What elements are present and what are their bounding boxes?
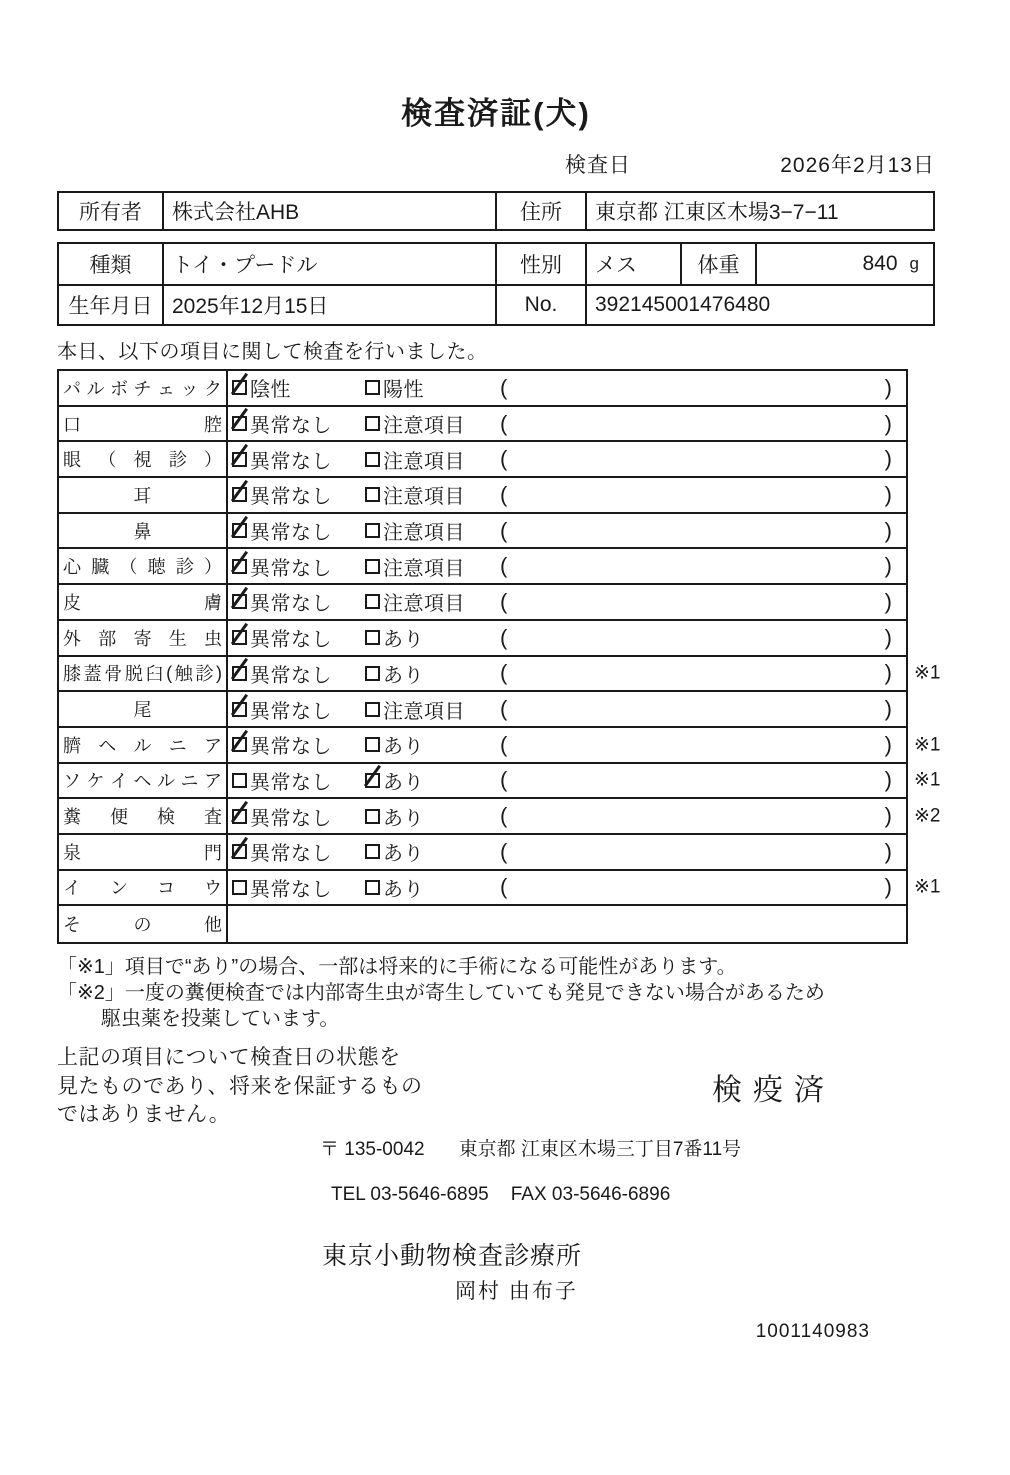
fax-number: FAX 03-5646-6896: [510, 1183, 671, 1205]
checkbox-option-label: あり: [383, 878, 424, 901]
checkbox-option-label: あり: [383, 843, 424, 866]
checklist-row: [59, 871, 941, 907]
clinic-address-row: [57, 1134, 935, 1161]
checkbox-option-label: 異常なし: [250, 736, 332, 759]
checkbox-unchecked-icon: [365, 452, 380, 467]
number-value: 392145001476480: [585, 286, 933, 324]
checklist-row: [59, 835, 906, 871]
breed-label: 種類: [89, 254, 132, 277]
checkbox-option-label: あり: [383, 807, 424, 830]
remarks-paren-open: (: [500, 803, 508, 829]
intro-text: 本日、以下の項目に関して検査を行いました。: [57, 341, 488, 363]
checkbox-checked-icon: [232, 594, 247, 609]
remarks-paren-open: (: [500, 767, 508, 793]
checkbox-unchecked-icon: [232, 880, 247, 895]
checklist-row: [59, 585, 906, 621]
checkbox-checked-icon: [232, 737, 247, 752]
checklist-row: [59, 621, 906, 657]
remarks-paren-close: ): [884, 446, 892, 472]
remarks-paren-open: (: [500, 374, 508, 400]
checklist-row: [59, 906, 906, 942]
check-mark-icon: [231, 444, 248, 466]
footnotes: [57, 954, 935, 1032]
owner-label: 所有者: [79, 201, 142, 224]
remarks-paren-open: (: [500, 588, 508, 614]
checkbox-option-label: 注意項目: [383, 486, 465, 509]
checkbox-unchecked-icon: [365, 487, 380, 502]
check-mark-icon: [231, 837, 248, 859]
checkbox-option-label: あり: [383, 664, 424, 687]
checkbox-option-label: 異常なし: [250, 450, 332, 473]
checkbox-unchecked-icon: [365, 523, 380, 538]
checkbox-option-label: 注意項目: [383, 415, 465, 438]
checkbox-unchecked-icon: [365, 844, 380, 859]
checkbox-checked-icon: [232, 487, 247, 502]
clinic-address: 東京都 江東区木場三丁目7番11号: [458, 1138, 742, 1160]
checkbox-unchecked-icon: [365, 416, 380, 431]
checkbox-option-label: 陰性: [250, 379, 291, 402]
document-number: 1001140983: [755, 1320, 870, 1342]
remarks-paren-close: ): [884, 803, 892, 829]
checklist-item-label: 眼 （ 視 診 ）: [59, 442, 228, 476]
remarks-paren-close: ): [884, 660, 892, 686]
checklist-table: [57, 369, 941, 944]
remarks-paren-close: ): [884, 838, 892, 864]
sex-label: 性別: [495, 244, 585, 284]
checklist-row: [59, 657, 941, 693]
checkbox-option-label: 注意項目: [383, 450, 465, 473]
remarks-paren-close: ): [884, 517, 892, 543]
checklist-item-label: 皮 膚: [59, 585, 228, 619]
checkbox-option-label: 異常なし: [250, 486, 332, 509]
remarks-paren-open: (: [500, 410, 508, 436]
checklist-row: [59, 799, 941, 835]
disclaimer-and-stamp: [57, 1044, 935, 1130]
checklist-row: [59, 478, 906, 514]
check-mark-icon: [231, 622, 248, 644]
address-value: 東京都 江東区木場3−7−11: [585, 193, 933, 229]
check-mark-icon: [231, 658, 248, 680]
tel-fax-row: [57, 1184, 935, 1206]
remarks-paren-open: (: [500, 553, 508, 579]
checklist-row: [59, 371, 906, 407]
checklist-row: [59, 692, 906, 728]
checkbox-unchecked-icon: [365, 809, 380, 824]
checklist-item-label: 口 腔: [59, 407, 228, 441]
checkbox-option-label: 注意項目: [383, 522, 465, 545]
checklist-item-label: 臍 ヘ ル ニ ア: [59, 728, 228, 762]
remarks-paren-open: (: [500, 660, 508, 686]
remarks-paren-close: ): [884, 731, 892, 757]
checklist-item-label: パ ル ボ チ ェ ッ ク: [59, 371, 228, 405]
checkbox-option-label: 異常なし: [250, 664, 332, 687]
checkbox-option-label: あり: [383, 771, 424, 794]
footnote-2-line1: 「※2」一度の糞便検査では内部寄生虫が寄生していても発見できない場合があるため: [57, 982, 825, 1004]
checkbox-option-label: 注意項目: [383, 700, 465, 723]
owner-value: 株式会社AHB: [162, 193, 495, 229]
check-mark-icon: [231, 801, 248, 823]
check-mark-icon: [231, 729, 248, 751]
checklist-item-label: そ の 他: [59, 906, 228, 942]
checkbox-checked-icon: [232, 452, 247, 467]
remarks-paren-close: ): [884, 374, 892, 400]
remarks-paren-close: ): [884, 696, 892, 722]
checklist-item-label: 鼻: [59, 514, 228, 548]
checklist-row: [59, 407, 906, 443]
checklist-item-label: 外 部 寄 生 虫: [59, 621, 228, 655]
veterinarian-name: 岡村 由布子: [455, 1279, 578, 1303]
weight-label: 体重: [680, 244, 755, 284]
checklist-item-label: ソ ケ イ ヘ ル ニ ア: [59, 764, 228, 798]
checkbox-option-label: あり: [383, 629, 424, 652]
checkbox-option-label: 異常なし: [250, 843, 332, 866]
remarks-paren-open: (: [500, 446, 508, 472]
checkbox-option-label: あり: [383, 736, 424, 759]
checkbox-option-label: 注意項目: [383, 557, 465, 580]
birthdate-label: 生年月日: [68, 295, 153, 318]
checklist-item-label: 尾: [59, 692, 228, 726]
tel-number: TEL 03-5646-6895: [331, 1183, 489, 1205]
checkbox-unchecked-icon: [365, 702, 380, 717]
check-mark-icon: [364, 765, 381, 787]
checkbox-option-label: 異常なし: [250, 771, 332, 794]
checklist-row: [59, 442, 906, 478]
inspection-date-row: [57, 153, 935, 179]
checkbox-checked-icon: [232, 666, 247, 681]
remarks-paren-open: (: [500, 517, 508, 543]
sex-value: メス: [585, 244, 680, 284]
checklist-item-label: 心 臓 （ 聴 診 ）: [59, 549, 228, 583]
birthdate-value: 2025年12月15日: [162, 286, 495, 324]
checkbox-option-label: 異常なし: [250, 807, 332, 830]
remarks-paren-open: (: [500, 838, 508, 864]
footnote-2-line2: 駆虫薬を投薬しています。: [101, 1008, 340, 1030]
disclaimer-line1: 上記の項目について検査日の状態を: [57, 1046, 401, 1069]
remarks-paren-close: ): [884, 481, 892, 507]
reference-mark: ※2: [914, 805, 941, 827]
reference-mark: ※1: [914, 662, 941, 684]
remarks-paren-open: (: [500, 696, 508, 722]
checkbox-option-label: 異常なし: [250, 522, 332, 545]
inspection-date-value: 2026年2月13日: [780, 154, 935, 177]
remarks-paren-close: ): [884, 767, 892, 793]
checkbox-unchecked-icon: [365, 380, 380, 395]
checkbox-option-label: 異常なし: [250, 878, 332, 901]
checklist-item-label: 膝 蓋 骨 脱 臼 ( 触 診 ): [59, 657, 228, 691]
checkbox-option-label: 異常なし: [250, 557, 332, 580]
remarks-paren-close: ): [884, 553, 892, 579]
checklist-item-label: 泉 門: [59, 835, 228, 869]
check-mark-icon: [231, 587, 248, 609]
checkbox-unchecked-icon: [365, 559, 380, 574]
check-mark-icon: [231, 480, 248, 502]
checkbox-unchecked-icon: [365, 737, 380, 752]
checkbox-option-label: 異常なし: [250, 593, 332, 616]
checkbox-option-label: 異常なし: [250, 415, 332, 438]
check-mark-icon: [231, 551, 248, 573]
disclaimer-line3: ではありません。: [57, 1103, 231, 1126]
checkbox-option-label: 注意項目: [383, 593, 465, 616]
checkbox-checked-icon: [232, 844, 247, 859]
remarks-paren-open: (: [500, 731, 508, 757]
remarks-paren-close: ): [884, 410, 892, 436]
checkbox-checked-icon: [232, 416, 247, 431]
check-mark-icon: [231, 408, 248, 430]
remarks-paren-open: (: [500, 481, 508, 507]
checklist-item-label: 耳: [59, 478, 228, 512]
pet-info-table: [57, 242, 935, 326]
page-title: 検査済証(犬): [401, 96, 591, 131]
checkbox-checked-icon: [232, 523, 247, 538]
disclaimer-text: [57, 1044, 497, 1130]
checklist-row: [59, 514, 906, 550]
remarks-paren-close: ): [884, 874, 892, 900]
checkbox-unchecked-icon: [365, 666, 380, 681]
clinic-name: 東京小動物検査診療所: [322, 1241, 583, 1270]
reference-mark: ※1: [914, 769, 941, 791]
checkbox-checked-icon: [232, 702, 247, 717]
weight-value: [755, 244, 933, 284]
inspection-date-label: 検査日: [565, 154, 631, 177]
owner-table: [57, 191, 935, 231]
disclaimer-line2: 見たものであり、将来を保証するもの: [57, 1074, 423, 1098]
checkbox-checked-icon: [232, 809, 247, 824]
quarantine-stamp: 検疫済: [712, 1073, 835, 1107]
remarks-paren-open: (: [500, 874, 508, 900]
checkbox-checked-icon: [232, 559, 247, 574]
checkbox-checked-icon: [232, 380, 247, 395]
checkbox-unchecked-icon: [365, 594, 380, 609]
reference-mark: ※1: [914, 876, 941, 898]
remarks-paren-close: ): [884, 624, 892, 650]
weight-number: 840: [862, 252, 898, 275]
checklist-item-label: イ ン コ ウ: [59, 871, 228, 905]
check-mark-icon: [231, 373, 248, 395]
number-label: No.: [495, 286, 585, 324]
address-label: 住所: [495, 193, 585, 229]
footnote-1: 「※1」項目で“あり”の場合、一部は将来的に手術になる可能性があります。: [57, 956, 737, 978]
breed-value: トイ・プードル: [162, 244, 495, 284]
reference-mark: ※1: [914, 734, 941, 756]
checkbox-option-label: 異常なし: [250, 700, 332, 723]
checkbox-unchecked-icon: [365, 880, 380, 895]
checklist-row: [59, 549, 906, 585]
checkbox-checked-icon: [365, 773, 380, 788]
checkbox-option-label: 異常なし: [250, 629, 332, 652]
checklist-row: [59, 764, 941, 800]
check-mark-icon: [231, 515, 248, 537]
remarks-paren-close: ): [884, 588, 892, 614]
postal-code: 〒 135-0042: [320, 1138, 425, 1160]
checkbox-option-label: 陽性: [383, 379, 424, 402]
check-mark-icon: [231, 694, 248, 716]
certificate-page: [57, 0, 941, 1343]
checkbox-checked-icon: [232, 630, 247, 645]
remarks-paren-open: (: [500, 624, 508, 650]
checklist-item-label: 糞 便 検 査: [59, 799, 228, 833]
checklist-row: [59, 728, 941, 764]
checkbox-unchecked-icon: [232, 773, 247, 788]
checkbox-unchecked-icon: [365, 630, 380, 645]
weight-unit: g: [909, 254, 919, 273]
